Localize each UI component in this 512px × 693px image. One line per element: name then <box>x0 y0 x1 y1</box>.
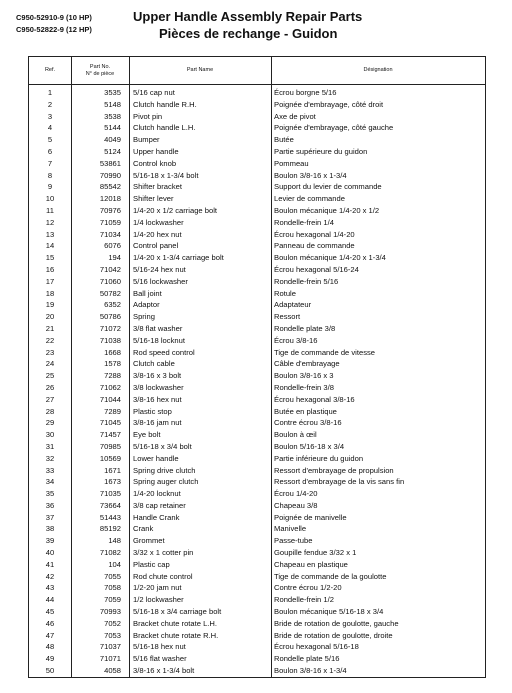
cell-designation: Adaptateur <box>274 300 312 310</box>
cell-ref: 40 <box>45 548 55 558</box>
cell-ref: 47 <box>45 630 55 640</box>
page-title <box>133 8 362 42</box>
table-row <box>29 606 485 618</box>
cell-part-no: 71044 <box>99 394 121 404</box>
cell-ref: 28 <box>45 406 55 416</box>
cell-part-name: 1/4-20 x 1/2 carriage bolt <box>133 205 218 215</box>
cell-ref: 17 <box>45 276 55 286</box>
cell-designation: Boulon à œil <box>274 430 317 440</box>
cell-part-no: 12018 <box>99 194 121 204</box>
cell-ref: 44 <box>45 595 55 605</box>
table-row <box>29 205 485 217</box>
table-row <box>29 394 485 406</box>
cell-designation: Boulon mécanique 5/16-18 x 3/4 <box>274 607 384 617</box>
cell-designation: Butée en plastique <box>274 406 337 416</box>
cell-part-no: 148 <box>108 536 121 546</box>
cell-designation: Rondelle-frein 5/16 <box>274 276 339 286</box>
cell-designation: Boulon mécanique 1/4-20 x 1-3/4 <box>274 253 386 263</box>
cell-part-name: Clutch cable <box>133 359 175 369</box>
cell-designation: Goupille fendue 3/32 x 1 <box>274 548 357 558</box>
cell-part-name: 5/16-18 x 3/4 carriage bolt <box>133 607 222 617</box>
cell-part-no: 6076 <box>104 241 121 251</box>
cell-designation: Butée <box>274 135 294 145</box>
cell-part-no: 7052 <box>104 618 121 628</box>
cell-designation: Bride de rotation de goulotte, droite <box>274 630 393 640</box>
table-row <box>29 653 485 665</box>
cell-part-name: 3/32 x 1 cotter pin <box>133 548 194 558</box>
cell-designation: Partie supérieure du guidon <box>274 146 368 156</box>
header-part-no <box>71 57 130 84</box>
cell-part-no: 71045 <box>99 418 121 428</box>
cell-designation: Boulon 3/8-16 x 1-3/4 <box>274 666 347 676</box>
cell-ref: 19 <box>45 300 55 310</box>
table-row <box>29 111 485 123</box>
cell-part-name: 1/2 lockwasher <box>133 595 184 605</box>
table-row <box>29 276 485 288</box>
cell-part-no: 71082 <box>99 548 121 558</box>
table-row <box>29 299 485 311</box>
cell-designation: Boulon 5/16-18 x 3/4 <box>274 441 345 451</box>
cell-ref: 50 <box>45 666 55 676</box>
cell-ref: 16 <box>45 264 55 274</box>
cell-ref: 13 <box>45 229 55 239</box>
cell-part-name: Clutch handle L.H. <box>133 123 196 133</box>
table-row <box>29 99 485 111</box>
header-designation-label: Désignation <box>363 67 393 74</box>
cell-part-name: 1/4-20 hex nut <box>133 229 182 239</box>
table-row <box>29 347 485 359</box>
table-row <box>29 264 485 276</box>
cell-part-name: 5/16 lockwasher <box>133 276 188 286</box>
cell-ref: 22 <box>45 335 55 345</box>
cell-ref: 33 <box>45 465 55 475</box>
cell-designation: Poignée d'embrayage, côté droit <box>274 99 384 109</box>
header-ref-label: Ref. <box>44 67 56 74</box>
cell-part-no: 71071 <box>99 654 121 664</box>
cell-part-name: Plastic stop <box>133 406 172 416</box>
table-row <box>29 406 485 418</box>
cell-part-no: 6352 <box>104 300 121 310</box>
cell-designation: Tige de commande de la goulotte <box>274 571 387 581</box>
cell-ref: 10 <box>45 194 55 204</box>
cell-part-no: 50782 <box>99 288 121 298</box>
cell-ref: 38 <box>45 524 55 534</box>
cell-designation: Écrou 1/4-20 <box>274 489 318 499</box>
table-row <box>29 229 485 241</box>
table-row <box>29 571 485 583</box>
cell-ref: 31 <box>45 441 55 451</box>
cell-designation: Manivelle <box>274 524 307 534</box>
cell-part-no: 71042 <box>99 264 121 274</box>
cell-part-name: Upper handle <box>133 146 179 156</box>
cell-designation: Écrou borgne 5/16 <box>274 88 337 97</box>
cell-designation: Levier de commande <box>274 194 345 204</box>
cell-designation: Passe-tube <box>274 536 313 546</box>
cell-part-name: Grommet <box>133 536 165 546</box>
cell-part-name: 3/8 flat washer <box>133 323 183 333</box>
table-row <box>29 288 485 300</box>
cell-ref: 18 <box>45 288 55 298</box>
table-row <box>29 665 485 677</box>
cell-part-name: Clutch handle R.H. <box>133 99 197 109</box>
cell-part-no: 70993 <box>99 607 121 617</box>
cell-part-name: Pivot pin <box>133 111 163 121</box>
model-number: C950-52822-9 (12 HP) <box>16 25 92 34</box>
cell-part-name: Spring drive clutch <box>133 465 196 475</box>
table-row <box>29 465 485 477</box>
cell-ref: 46 <box>45 618 55 628</box>
cell-part-no: 71059 <box>99 217 121 227</box>
cell-designation: Chapeau 3/8 <box>274 500 318 510</box>
cell-part-no: 1668 <box>104 347 121 357</box>
cell-part-no: 71037 <box>99 642 121 652</box>
cell-part-no: 70976 <box>99 205 121 215</box>
cell-part-name: Shifter bracket <box>133 182 182 192</box>
cell-designation: Écrou hexagonal 3/8-16 <box>274 394 355 404</box>
cell-ref: 12 <box>45 217 55 227</box>
cell-designation: Écrou 3/8-16 <box>274 335 318 345</box>
cell-ref: 14 <box>45 241 55 251</box>
cell-ref: 49 <box>45 654 55 664</box>
cell-part-no: 71060 <box>99 276 121 286</box>
cell-ref: 34 <box>45 477 55 487</box>
cell-part-name: 3/8 cap retainer <box>133 500 186 510</box>
cell-ref: 41 <box>45 559 55 569</box>
table-row <box>29 323 485 335</box>
table-row <box>29 358 485 370</box>
cell-part-no: 71457 <box>99 430 121 440</box>
cell-ref: 24 <box>45 359 55 369</box>
cell-part-no: 10569 <box>99 453 121 463</box>
cell-part-name: Spring auger clutch <box>133 477 199 487</box>
cell-ref: 1 <box>47 88 53 97</box>
cell-ref: 42 <box>45 571 55 581</box>
cell-designation: Contre écrou 1/2-20 <box>274 583 342 593</box>
title-french: Pièces de rechange - Guidon <box>159 26 338 41</box>
table-row <box>29 311 485 323</box>
cell-part-name: 5/16 flat washer <box>133 654 187 664</box>
cell-designation: Câble d'embrayage <box>274 359 340 369</box>
cell-designation: Rondelle-frein 3/8 <box>274 382 334 392</box>
cell-designation: Rondelle plate 5/16 <box>274 654 340 664</box>
cell-ref: 43 <box>45 583 55 593</box>
cell-designation: Rondelle-frein 1/4 <box>274 217 334 227</box>
cell-designation: Support du levier de commande <box>274 182 382 192</box>
cell-part-no: 104 <box>108 559 121 569</box>
header-part-label: Part No. <box>89 64 111 70</box>
parts-table <box>28 56 486 678</box>
cell-ref: 45 <box>45 607 55 617</box>
table-row <box>29 488 485 500</box>
cell-part-name: 1/2-20 jam nut <box>133 583 182 593</box>
cell-ref: 36 <box>45 500 55 510</box>
cell-ref: 3 <box>47 111 53 121</box>
cell-part-no: 50786 <box>99 312 121 322</box>
table-row <box>29 500 485 512</box>
cell-part-name: Bumper <box>133 135 160 145</box>
cell-ref: 4 <box>47 123 53 133</box>
cell-ref: 11 <box>46 205 54 215</box>
cell-part-no: 3535 <box>104 88 121 97</box>
cell-designation: Ressort d'embrayage de propulsion <box>274 465 394 475</box>
cell-ref: 7 <box>47 158 53 168</box>
cell-part-no: 5124 <box>104 146 121 156</box>
cell-part-no: 71062 <box>99 382 121 392</box>
cell-part-no: 1673 <box>104 477 121 487</box>
table-row <box>29 417 485 429</box>
cell-part-no: 85542 <box>99 182 121 192</box>
cell-part-name: Plastic cap <box>133 559 170 569</box>
table-row <box>29 547 485 559</box>
cell-part-no: 5148 <box>104 99 121 109</box>
cell-part-name: Bracket chute rotate R.H. <box>133 630 219 640</box>
table-row <box>29 240 485 252</box>
cell-part-name: 3/8-16 x 1-3/4 bolt <box>133 666 195 676</box>
cell-designation: Bride de rotation de goulotte, gauche <box>274 618 399 628</box>
cell-part-no: 53861 <box>99 158 121 168</box>
cell-part-name: 1/4-20 locknut <box>133 489 181 499</box>
cell-part-name: 5/16-18 hex nut <box>133 642 186 652</box>
cell-designation: Boulon 3/8-16 x 3 <box>274 371 334 381</box>
table-row <box>29 582 485 594</box>
cell-designation: Contre écrou 3/8-16 <box>274 418 342 428</box>
cell-part-name: Adaptor <box>133 300 160 310</box>
cell-part-name: Rod chute control <box>133 571 193 581</box>
cell-part-name: 5/16-18 x 1-3/4 bolt <box>133 170 199 180</box>
cell-part-name: Ball joint <box>133 288 162 298</box>
table-row <box>29 335 485 347</box>
table-row <box>29 217 485 229</box>
header-part-name <box>129 57 272 84</box>
cell-designation: Tige de commande de vitesse <box>274 347 376 357</box>
cell-part-name: 3/8-16 hex nut <box>133 394 182 404</box>
cell-designation: Écrou hexagonal 5/16-24 <box>274 264 359 274</box>
cell-part-no: 1671 <box>104 465 121 475</box>
cell-designation: Partie inférieure du guidon <box>274 453 364 463</box>
cell-part-no: 73664 <box>99 500 121 510</box>
cell-part-no: 4049 <box>104 135 121 145</box>
cell-part-name: Crank <box>133 524 154 534</box>
table-row <box>29 122 485 134</box>
table-row <box>29 146 485 158</box>
cell-part-no: 4058 <box>104 666 121 676</box>
header-part-label-fr: N° de pièce <box>85 70 115 77</box>
cell-part-no: 194 <box>108 253 121 263</box>
table-row <box>29 476 485 488</box>
table-row <box>29 594 485 606</box>
table-row <box>29 523 485 535</box>
cell-part-no: 3538 <box>104 111 121 121</box>
cell-designation: Rotule <box>274 288 296 298</box>
cell-ref: 26 <box>45 382 55 392</box>
cell-ref: 27 <box>45 394 55 404</box>
cell-part-no: 7059 <box>104 595 121 605</box>
cell-ref: 5 <box>47 135 53 145</box>
cell-designation: Axe de pivot <box>274 111 316 121</box>
model-numbers <box>16 12 92 36</box>
table-row <box>29 441 485 453</box>
title-english: Upper Handle Assembly Repair Parts <box>133 9 363 24</box>
cell-part-name: Spring <box>133 312 155 322</box>
cell-designation: Écrou hexagonal 1/4-20 <box>274 229 355 239</box>
cell-part-no: 51443 <box>99 512 121 522</box>
cell-part-name: 3/8-16 x 3 bolt <box>133 371 182 381</box>
cell-designation: Poignée d'embrayage, côté gauche <box>274 123 394 133</box>
cell-part-name: 5/16 cap nut <box>133 88 175 97</box>
cell-part-no: 70990 <box>99 170 121 180</box>
table-row <box>29 382 485 394</box>
cell-part-no: 7058 <box>104 583 121 593</box>
table-row <box>29 170 485 182</box>
cell-part-name: Control panel <box>133 241 179 251</box>
table-row <box>29 370 485 382</box>
cell-part-name: Rod speed control <box>133 347 195 357</box>
header-name-label: Part Name <box>186 67 214 74</box>
cell-ref: 20 <box>45 312 55 322</box>
cell-designation: Rondelle plate 3/8 <box>274 323 336 333</box>
cell-part-name: 5/16-24 hex nut <box>133 264 186 274</box>
table-row <box>29 429 485 441</box>
table-row <box>29 559 485 571</box>
cell-part-name: Control knob <box>133 158 177 168</box>
cell-part-no: 85192 <box>99 524 121 534</box>
table-row <box>29 535 485 547</box>
cell-part-no: 70985 <box>99 441 121 451</box>
cell-ref: 15 <box>45 253 55 263</box>
cell-part-no: 7288 <box>104 371 121 381</box>
cell-ref: 25 <box>45 371 55 381</box>
cell-ref: 21 <box>45 323 55 333</box>
cell-ref: 37 <box>45 512 55 522</box>
cell-part-name: 3/8 lockwasher <box>133 382 184 392</box>
table-row <box>29 134 485 146</box>
table-row <box>29 641 485 653</box>
cell-part-no: 7289 <box>104 406 121 416</box>
cell-part-no: 71072 <box>99 323 121 333</box>
cell-designation: Ressort <box>274 312 301 322</box>
table-row <box>29 87 485 99</box>
cell-part-name: 3/8-16 jam nut <box>133 418 182 428</box>
cell-ref: 23 <box>45 347 55 357</box>
cell-part-no: 5144 <box>104 123 121 133</box>
cell-part-no: 7053 <box>104 630 121 640</box>
cell-part-name: 1/4 lockwasher <box>133 217 184 227</box>
cell-ref: 29 <box>45 418 55 428</box>
cell-designation: Boulon mécanique 1/4-20 x 1/2 <box>274 205 380 215</box>
table-row <box>29 453 485 465</box>
cell-part-no: 1578 <box>104 359 121 369</box>
cell-designation: Poignée de manivelle <box>274 512 347 522</box>
cell-designation: Boulon 3/8-16 x 1-3/4 <box>274 170 347 180</box>
cell-designation: Pommeau <box>274 158 309 168</box>
table-row <box>29 618 485 630</box>
cell-part-no: 71034 <box>99 229 121 239</box>
cell-designation: Ressort d'embrayage de la vis sans fin <box>274 477 405 487</box>
cell-part-no: 7055 <box>104 571 121 581</box>
cell-designation: Panneau de commande <box>274 241 355 251</box>
cell-part-name: Bracket chute rotate L.H. <box>133 618 217 628</box>
cell-ref: 9 <box>47 182 53 192</box>
cell-ref: 35 <box>45 489 55 499</box>
cell-designation: Rondelle-frein 1/2 <box>274 595 334 605</box>
cell-designation: Écrou hexagonal 5/16-18 <box>274 642 359 652</box>
model-number: C950-52910-9 (10 HP) <box>16 13 92 22</box>
cell-ref: 48 <box>45 642 55 652</box>
table-header <box>29 57 485 85</box>
cell-ref: 8 <box>47 170 53 180</box>
cell-ref: 32 <box>45 453 55 463</box>
table-row <box>29 158 485 170</box>
cell-ref: 30 <box>45 430 55 440</box>
cell-part-name: 5/16-18 x 3/4 bolt <box>133 441 192 451</box>
table-row <box>29 252 485 264</box>
header-ref <box>29 57 72 84</box>
cell-part-no: 71035 <box>99 489 121 499</box>
cell-part-name: Shifter lever <box>133 194 174 204</box>
cell-part-name: Lower handle <box>133 453 179 463</box>
table-row <box>29 193 485 205</box>
table-row <box>29 630 485 642</box>
cell-part-name: Eye bolt <box>133 430 161 440</box>
cell-ref: 39 <box>45 536 55 546</box>
cell-ref: 2 <box>47 99 53 109</box>
cell-part-name: Handle Crank <box>133 512 180 522</box>
cell-part-no: 71038 <box>99 335 121 345</box>
cell-part-name: 1/4-20 x 1-3/4 carriage bolt <box>133 253 224 263</box>
cell-ref: 6 <box>47 146 53 156</box>
cell-designation: Chapeau en plastique <box>274 559 348 569</box>
cell-part-name: 5/16-18 locknut <box>133 335 185 345</box>
table-row <box>29 512 485 524</box>
table-body <box>29 87 485 677</box>
header-designation <box>271 57 485 84</box>
table-row <box>29 181 485 193</box>
